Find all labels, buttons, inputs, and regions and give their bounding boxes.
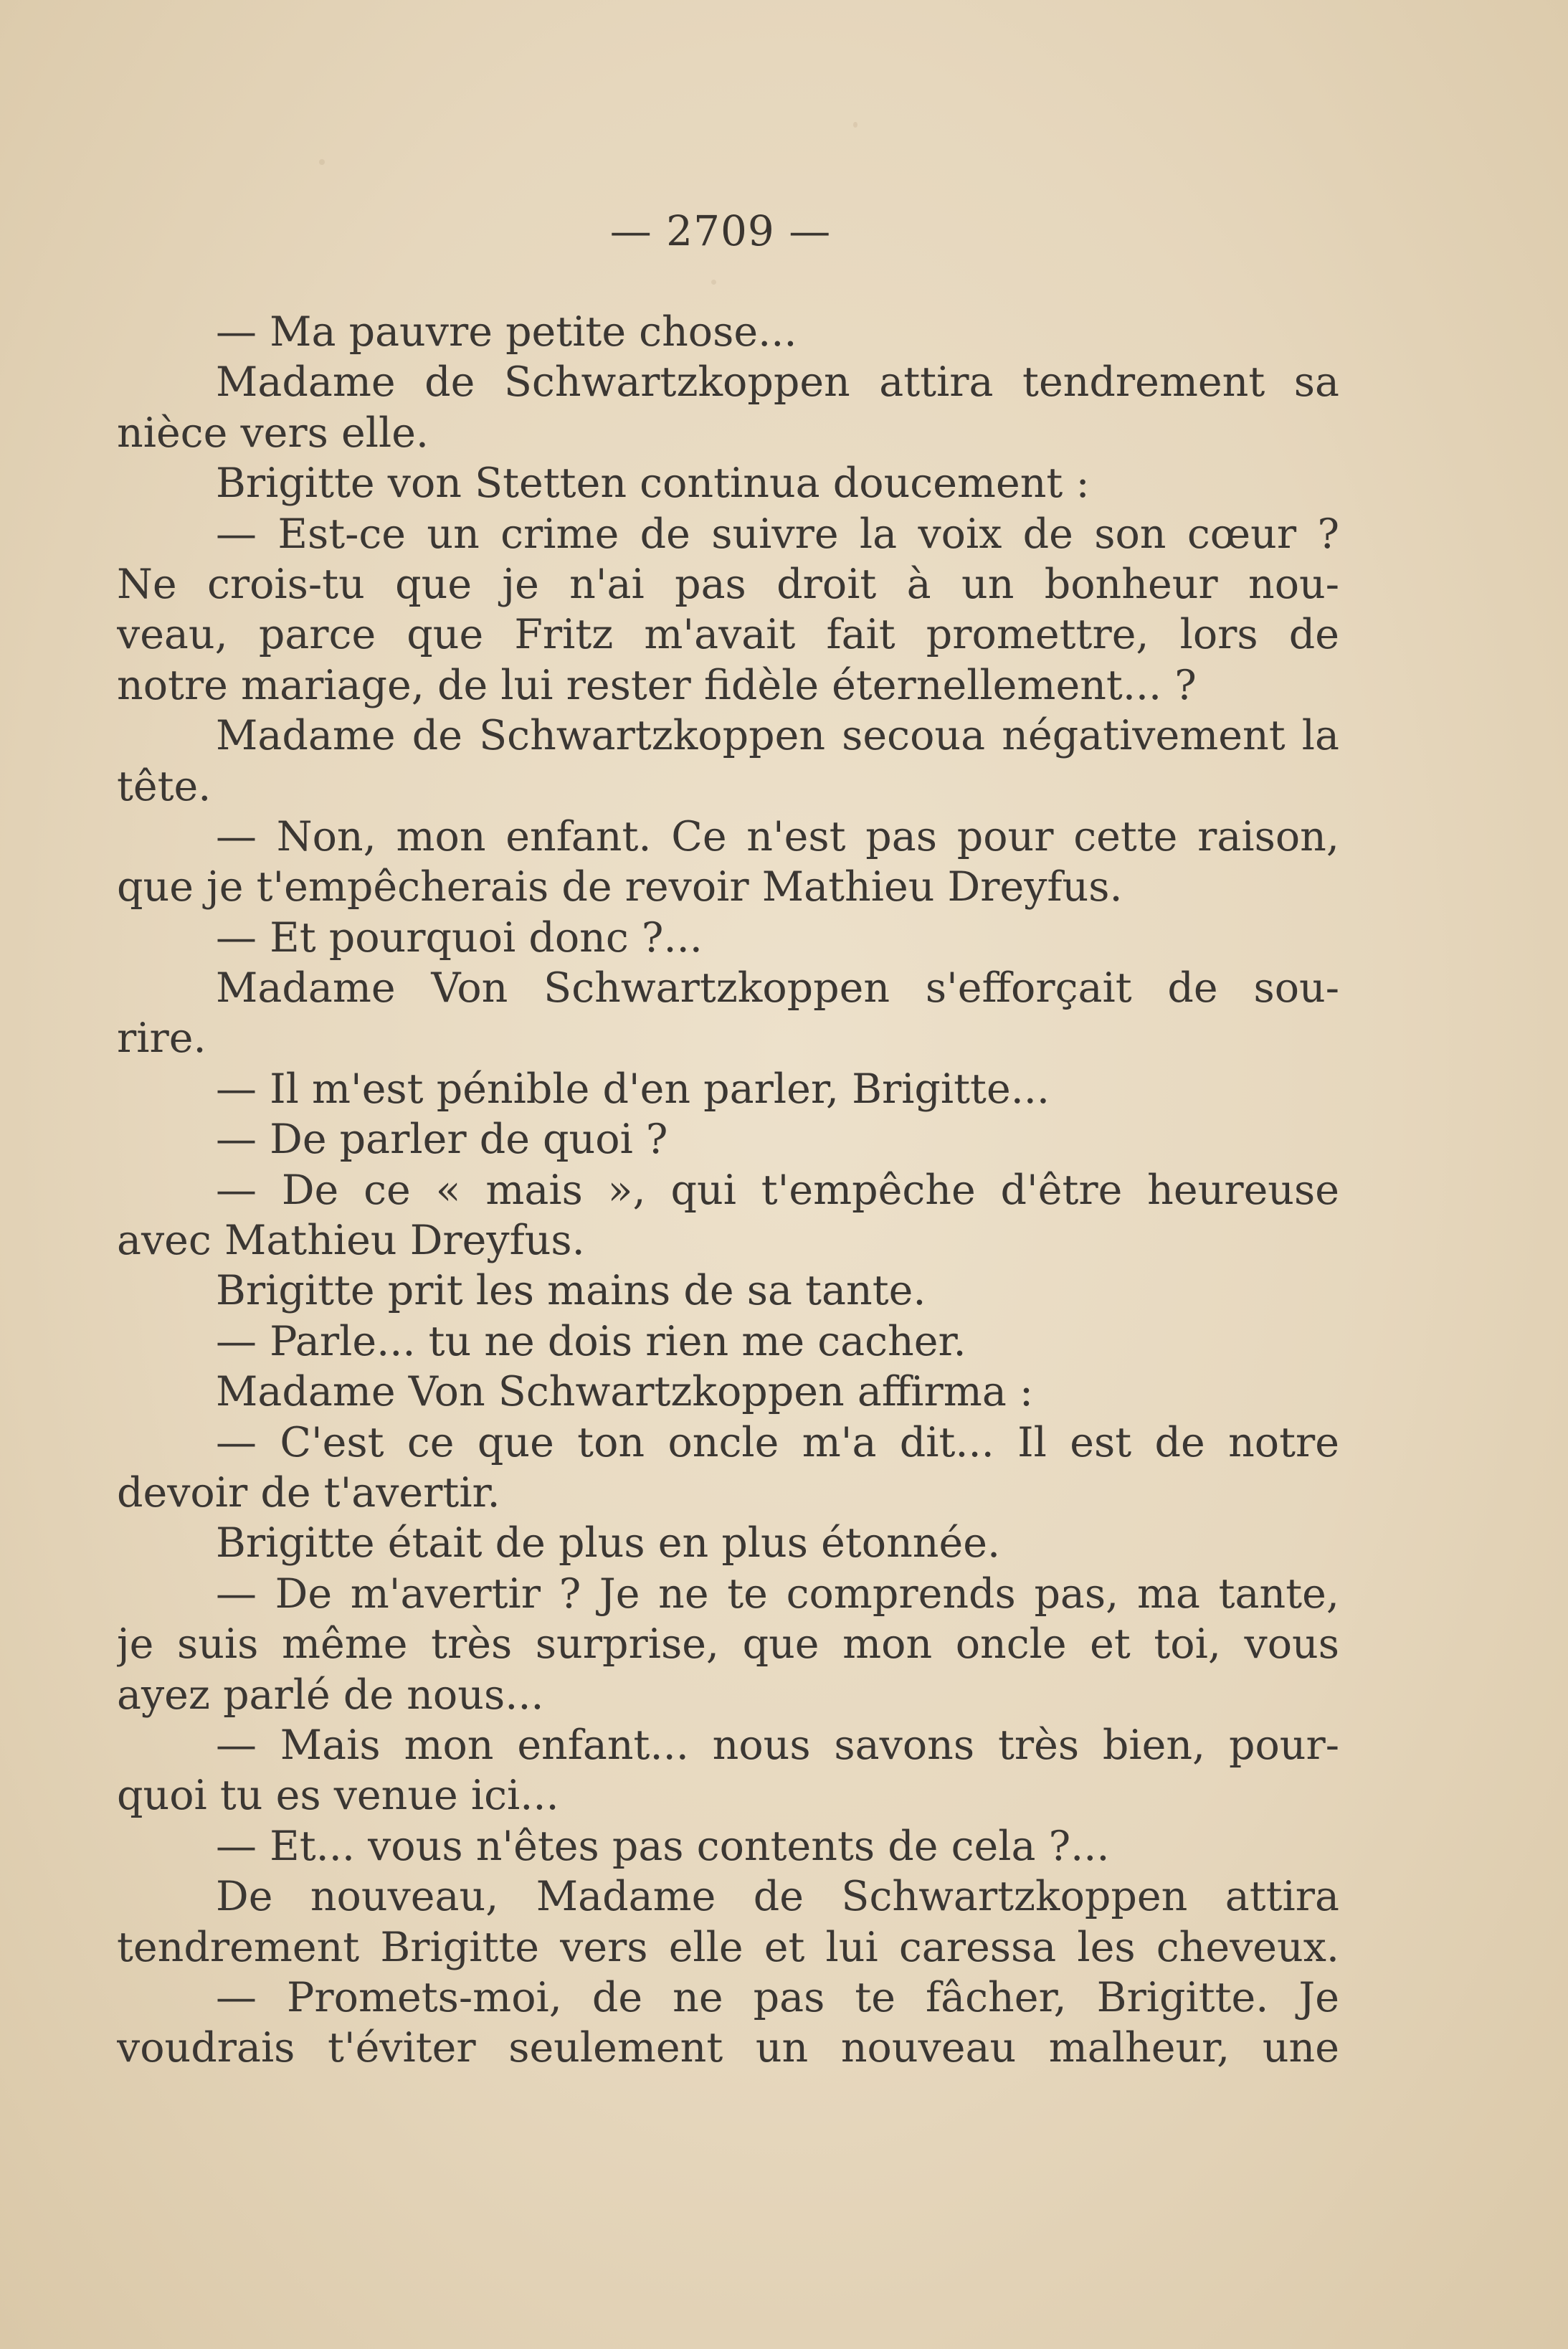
- paper-speck: [319, 159, 325, 165]
- text-line: avec Mathieu Dreyfus.: [117, 1217, 585, 1265]
- text-line: que je t'empêcherais de revoir Mathieu Dreyfus.: [117, 863, 1123, 911]
- text-line: Madame de Schwartzkoppen attira tendrement sa: [216, 359, 1339, 407]
- text-line: je suis même très surprise, que mon oncle et toi, vous: [117, 1620, 1339, 1669]
- text-line: — Est-ce un crime de suivre la voix de son cœur ?: [216, 510, 1339, 558]
- text-line: De nouveau, Madame de Schwartzkoppen attira: [216, 1873, 1339, 1921]
- text-line: tendrement Brigitte vers elle et lui caressa les cheveux.: [117, 1923, 1339, 1971]
- text-line: Brigitte était de plus en plus étonnée.: [216, 1519, 1001, 1567]
- text-line: voudrais t'éviter seulement un nouveau malheur, une: [117, 2024, 1339, 2072]
- text-line: — De m'avertir ? Je ne te comprends pas, ma tante,: [216, 1570, 1339, 1618]
- text-line: Brigitte prit les mains de sa tante.: [216, 1267, 926, 1315]
- text-line: — Non, mon enfant. Ce n'est pas pour cette raison,: [216, 812, 1339, 860]
- text-line: — Promets-moi, de ne pas te fâcher, Brigitte. Je: [216, 1973, 1339, 2021]
- paper-speck: [853, 122, 857, 128]
- text-line: — De parler de quoi ?: [216, 1116, 668, 1164]
- text-line: tête.: [117, 762, 212, 810]
- text-line: nièce vers elle.: [117, 409, 429, 457]
- paper-speck: [711, 280, 716, 285]
- text-line: — Mais mon enfant... nous savons très bien, pour-: [216, 1721, 1339, 1769]
- text-line: Madame Von Schwartzkoppen affirma :: [216, 1368, 1034, 1416]
- text-line: — C'est ce que ton oncle m'a dit... Il est de notre: [216, 1418, 1339, 1466]
- body-text: [117, 307, 1339, 2074]
- text-line: quoi tu es venue ici...: [117, 1772, 559, 1820]
- text-line: ayez parlé de nous...: [117, 1671, 544, 1719]
- text-line: — Et... vous n'êtes pas contents de cela ?...: [216, 1822, 1110, 1870]
- text-line: — Parle... tu ne dois rien me cacher.: [216, 1317, 966, 1365]
- text-line: notre mariage, de lui rester fidèle éternellement... ?: [117, 661, 1197, 709]
- text-line: devoir de t'avertir.: [117, 1468, 500, 1517]
- text-line: veau, parce que Fritz m'avait fait promettre, lors de: [117, 611, 1339, 659]
- text-line: — De ce « mais », qui t'empêche d'être heureuse: [216, 1166, 1339, 1214]
- text-line: Brigitte von Stetten continua doucement :: [216, 460, 1090, 508]
- text-line: — Il m'est pénible d'en parler, Brigitte...: [216, 1065, 1050, 1113]
- text-line: Madame Von Schwartzkoppen s'efforçait de sou-: [216, 964, 1339, 1012]
- text-line: rire.: [117, 1015, 206, 1063]
- text-line: — Et pourquoi donc ?...: [216, 914, 703, 962]
- text-line: — Ma pauvre petite chose...: [216, 308, 797, 356]
- text-line: Ne crois-tu que je n'ai pas droit à un bonheur nou-: [117, 560, 1339, 608]
- page-number: — 2709 —: [609, 207, 832, 255]
- text-line: Madame de Schwartzkoppen secoua négativement la: [216, 712, 1339, 760]
